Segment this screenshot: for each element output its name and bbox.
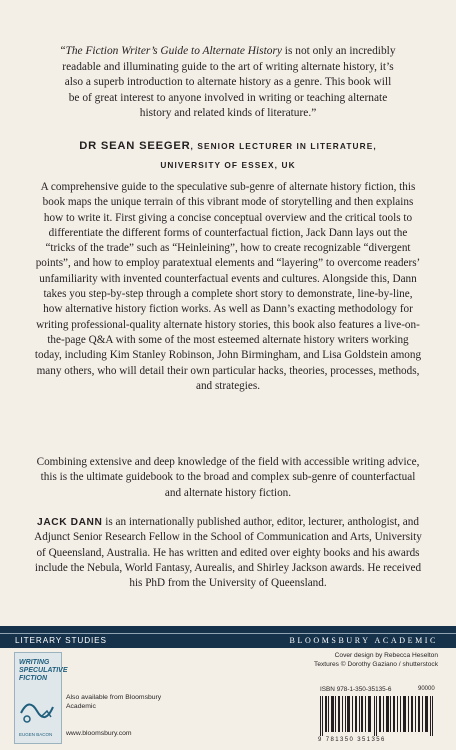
credit-textures: Textures © Dorothy Gaziano / shutterstock <box>314 661 438 668</box>
isbn-text: ISBN 978-1-350-35135-6 <box>320 686 392 693</box>
review-quote <box>60 44 396 122</box>
website-link[interactable]: www.bloomsbury.com <box>66 730 132 737</box>
barcode-digits: 9 781350 351356 <box>318 737 386 743</box>
author-bio <box>34 515 422 591</box>
footer-rule <box>0 633 456 634</box>
also-available-text: Also available from Bloomsbury Academic <box>66 694 162 710</box>
book-description: A comprehensive guide to the speculative sub-genre of alternate history fiction, this book maps the unique terrain of this vibrant mode of storytelling and then explains how to write it. First giving a concise conceptual overview and the critical tools to differentiate the different forms of counterfactual fiction, Jack Dann lays out the “tricks of the trade” such as “Heinleining”, how to create recognizable “divergent points”, and how to employ paratextual elements and “layering” to overcome readers’ unfamiliarity with invented counterfactual events and cultures. Alongside this, Dann takes you step-by-step through a complete short story to demonstrate, line-by-line, how alternative history fiction works. As well as Dann’s exacting methodology for writing professional-quality alternate history stories, this book also features a live-on-the-page Q&A with some of the most esteemed alternate history writers working today, including Kim Stanley Robinson, John Birmingham, and Lisa Goldstein among many others, who will detail their own particular hacks, theories, processes, methods, and strategies. <box>34 181 422 392</box>
quote-attribution <box>60 136 396 174</box>
book-summary: Combining extensive and deep knowledge of the field with accessible writing advice, this is the ultimate guidebook to the broad and complex sub-genre of counterfactual and alternate history fiction. <box>36 456 420 499</box>
cover-credits <box>314 651 438 669</box>
quote-book-title: The Fiction Writer’s Guide to Alternate History <box>65 45 282 57</box>
series-label: LITERARY STUDIES <box>15 636 107 645</box>
related-book-title: WRITING SPECULATIVE FICTION <box>19 659 68 682</box>
credit-design: Cover design by Rebecca Heselton <box>334 652 438 659</box>
bio-author-name: JACK DANN <box>37 517 103 528</box>
related-book-author: EUGEN BACON <box>19 732 53 737</box>
price-code: 90000 <box>418 686 435 692</box>
barcode-icon <box>318 696 440 736</box>
quote-body: is not only an incredibly readable and illuminating guide to the art of writing alternate history, it’s also a superb introduction to alternate history as a genre. This book will be of great interest to anyone involved in writing or teaching alternate history and related kinds of literature.” <box>62 45 396 120</box>
cover-decoration-icon <box>19 693 55 723</box>
quote-role: , SENIOR LECTURER IN LITERATURE, UNIVERSITY OF ESSEX, UK <box>160 141 377 170</box>
quote-author: DR SEAN SEEGER <box>79 140 191 152</box>
publisher-label: BLOOMSBURY ACADEMIC <box>289 636 438 645</box>
quote-open-mark: “ <box>60 45 66 57</box>
related-book-cover <box>14 652 68 744</box>
bio-text: is an internationally published author, editor, lecturer, anthologist, and Adjunct Senior Research Fellow in the School of Communication and Arts, University of Queensland, Australia. He has written and edited over eighty books and his awards include the Nebula, World Fantasy, Aurealis, and Shirley Jackson awards. He received his PhD from the University of Queensland. <box>34 516 422 590</box>
